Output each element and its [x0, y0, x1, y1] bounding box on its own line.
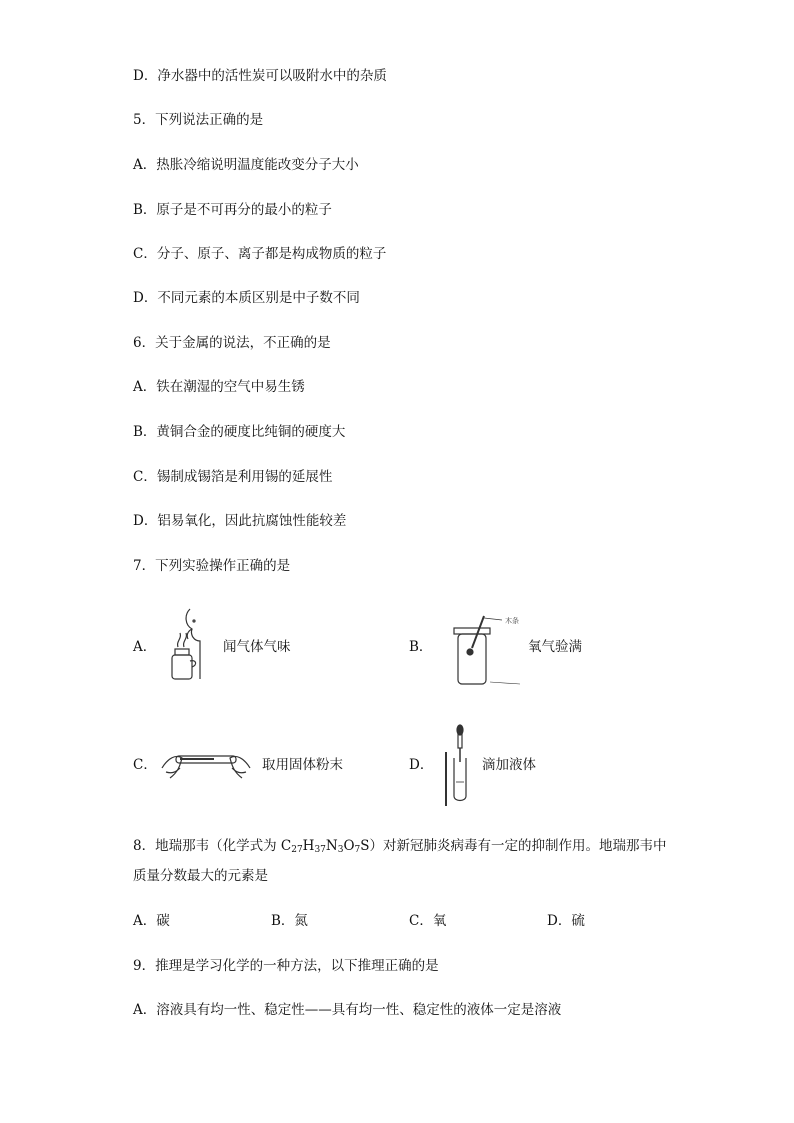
q8-formula-n: N: [325, 838, 338, 854]
q8-formula-n-count: 3: [337, 845, 344, 855]
smell-gas-illustration: [160, 605, 216, 680]
q5-option-b: B．原子是不可再分的最小的粒子: [133, 202, 332, 218]
q6-option-c: C．锡制成锡箔是利用锡的延展性: [133, 469, 333, 485]
q8-option-c: C．氧: [409, 913, 447, 929]
q8-option-b: B．氮: [271, 913, 308, 929]
q9-option-a: A．溶液具有均一性、稳定性——具有均一性、稳定性的液体一定是溶液: [133, 1002, 562, 1018]
q8-stem-line1: [133, 836, 667, 856]
q6-option-d: D．铝易氧化，因此抗腐蚀性能较差: [133, 513, 347, 529]
q8-formula-o-count: 7: [354, 845, 361, 855]
q7-option-d-caption: 滴加液体: [482, 757, 536, 773]
q8-stem-line2: 质量分数最大的元素是: [133, 868, 268, 884]
q8-stem-pre: 8．地瑞那韦（化学式为 C: [133, 838, 292, 854]
q9-stem: 9．推理是学习化学的一种方法，以下推理正确的是: [133, 958, 439, 974]
q8-formula-o: O: [343, 838, 355, 854]
q7-option-c-caption: 取用固体粉末: [262, 757, 343, 773]
q4-option-d: D．净水器中的活性炭可以吸附水中的杂质: [133, 68, 387, 84]
q7-option-a-letter: A．: [133, 639, 157, 655]
q5-option-d: D．不同元素的本质区别是中子数不同: [133, 290, 360, 306]
q6-option-a: A．铁在潮湿的空气中易生锈: [133, 379, 305, 395]
take-solid-powder-illustration: [158, 738, 254, 788]
q8-formula-s: S: [360, 838, 370, 854]
q7-stem: 7．下列实验操作正确的是: [133, 558, 291, 574]
q6-option-b: B．黄铜合金的硬度比纯铜的硬度大: [133, 424, 346, 440]
drip-liquid-illustration: [444, 722, 474, 808]
q8-option-d: D．硫: [547, 913, 585, 929]
q7-option-b-caption: 氧气验满: [528, 639, 582, 655]
q5-option-c: C．分子、原子、离子都是构成物质的粒子: [133, 246, 387, 262]
q7-option-b-letter: B．: [409, 639, 433, 655]
q7-option-a-caption: 闻气体气味: [223, 639, 291, 655]
q5-stem: 5．下列说法正确的是: [133, 112, 264, 128]
q8-option-a: A．碳: [133, 913, 170, 929]
q8-formula-h: H: [302, 838, 315, 854]
q8-formula-c-count: 27: [291, 845, 303, 855]
oxygen-full-test-illustration: [450, 612, 530, 688]
wood-stick-label: 木条: [505, 617, 519, 625]
q5-option-a: A．热胀冷缩说明温度能改变分子大小: [133, 157, 359, 173]
q7-option-c-letter: C．: [133, 757, 157, 773]
q8-formula-h-count: 37: [314, 845, 326, 855]
q8-stem-post: ）对新冠肺炎病毒有一定的抑制作用。地瑞那韦中: [369, 838, 667, 854]
q7-option-d-letter: D．: [409, 757, 434, 773]
q6-stem: 6．关于金属的说法，不正确的是: [133, 335, 331, 351]
